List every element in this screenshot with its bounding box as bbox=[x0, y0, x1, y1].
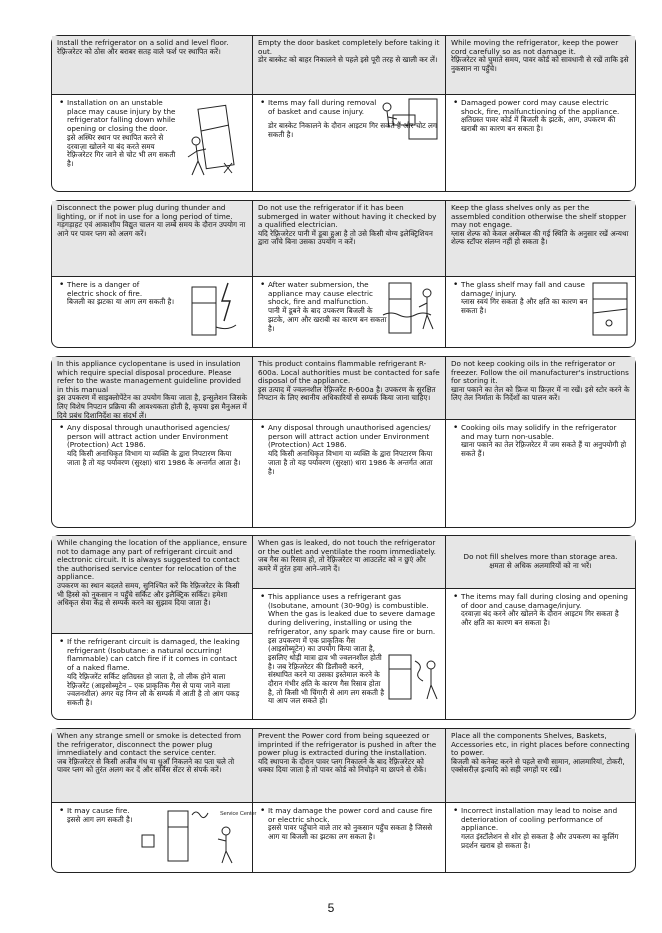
bullet-item bbox=[67, 424, 246, 468]
bullet-hi: इससे आग लग सकती है। bbox=[67, 814, 133, 824]
bullet-hi: यदि किसी अनाधिकृत विभाग या व्यक्ति के द्वारा निपटारण किया जाता है तो यह पर्यावरण (सुरक्षा) धारा 1986 के अन्तर्गत आता है। bbox=[268, 449, 433, 476]
warning-body bbox=[253, 589, 445, 719]
heading-en: Place all the components Shelves, Baskets, Accessories etc, in right places before connecting to power. bbox=[451, 731, 630, 758]
warning-body bbox=[52, 803, 257, 872]
warning-column bbox=[252, 357, 445, 527]
heading-en: Do not fill shelves more than storage area. bbox=[463, 552, 618, 562]
heading-hi: रेफ़्रिजरेटर को ठोस और बराबर सतह वाले फर्श पर स्थापित करें। bbox=[57, 46, 221, 56]
bullet-item bbox=[268, 424, 439, 476]
warning-column bbox=[52, 729, 257, 872]
warning-body bbox=[253, 803, 445, 872]
warning-column bbox=[445, 357, 635, 527]
bullet-en: • Damaged power cord may cause electric shock, fire, malfunctioning of the appliance. bbox=[461, 98, 620, 116]
heading-en: Do not keep cooking oils in the refrigerator or freezer. Follow the oil manufacturer's instructions for storing it. bbox=[451, 359, 629, 386]
bullet-hi: क्षतिग्रस्त पावर कोर्ड में बिजली के झटके, आग, उपकरण की खराबी का कारण बन सकता है। bbox=[461, 115, 616, 134]
warning-column bbox=[252, 201, 445, 347]
heading-hi: यदि रेफ़्रिजरेटर पानी में डूबा हुआ है तो उसे किसी योग्य इलेक्ट्रिशियन द्वारा जाँचे बिना उसका उपयोग न करें। bbox=[258, 228, 433, 247]
heading-hi: उपकरण का स्थान बदलते समय, सुनिश्चित करें कि रेफ़्रिजरेटर के किसी भी हिस्से को नुकसान न पहुँचे सर्किट और इलैक्ट्रिक सर्किट। हमेशा अधिकृत सेवा केंद्र से सम्पर्क करने का सुझाव दिया जाता है। bbox=[57, 580, 240, 608]
heading-hi: इस उपकरण में साइक्लोपेंटेन का उपयोग किया जाता है, इन्सुलेशन जिसके लिए विशेष निपटान प्रक्रिया की आवश्यकता होती है, कृपया इस मैनुअल में दिये प्रबंध दिशानिर्देश का संदर्भ लें। bbox=[57, 393, 247, 420]
bullet-hi: इस उपकरण में एक प्राकृतिक गैस (आइसोब्यूटेन) का उपयोग किया जाता है, इसलिए थोड़ी मात्रा द्राव भी ज्वलनशील होती है। जब रेफ़्रिजरेटर की डिलीवरी करने, संस्थापित करने या उसका इस्तेमाल करने के दौरान गंभीर क्षति के कारण गैस रिसाव होता है, तो किसी भी चिंगारी से आग लग सकती है या आप जल सकते हो। bbox=[268, 635, 385, 706]
warning-heading bbox=[253, 36, 445, 95]
service-center-label: Service Center bbox=[220, 811, 257, 817]
heading-hi: बिजली को कनेक्ट करने से पहले सभी सामान, आलमारियां, टोकरी, एक्सेसरीज़ इत्यादि को सही जगहों पर रखें। bbox=[451, 756, 625, 775]
warning-heading bbox=[52, 536, 252, 634]
lightning-fridge-illustration bbox=[184, 281, 244, 339]
bullet-en: • This appliance uses a refrigerant gas (Isobutane, amount (30-90g) is combustible. When the gas is leaked due to severe damage during delivering, installing or using the refrigerator, any spark may cause fire or burn. bbox=[268, 592, 436, 636]
gas-leak-illustration bbox=[385, 651, 441, 703]
warning-heading bbox=[52, 36, 252, 95]
heading-hi: गड़गड़ाहट एवं आकाशीय विद्युत चालन या लम्बे समय के दौरान उपयोग ना आने पर पावर प्लग को अलग करें। bbox=[57, 220, 246, 238]
bullet-hi: यदि रेफ़्रिजरेंट सर्किट क्षतिग्रस्त हो जाता है, तो लीक होने वाला रेफ़्रिजरेंट (आइसोब्यूटेन – एक प्राकृतिक गैस से पाया जाने वाला ज्वलनशील) अगर यह निग्न लौ के सम्पर्क में आती है तो आग पकड़ सकती है। bbox=[67, 671, 240, 707]
heading-en: Install the refrigerator on a solid and level floor. bbox=[57, 38, 229, 47]
warning-heading bbox=[446, 357, 635, 420]
submerged-fridge-illustration bbox=[383, 279, 441, 339]
warning-body bbox=[446, 803, 635, 872]
bullet-en: • Items may fall during removal of basket and cause injury. bbox=[268, 98, 377, 116]
falling-fridge-illustration bbox=[184, 101, 246, 181]
smoke-service-illustration bbox=[138, 805, 257, 867]
bullet-hi: गलत इंस्टॉलेशन से शोर हो सकता है और उपकरण का कूलिंग प्रदर्शन खराब हो सकता है। bbox=[461, 832, 619, 850]
bullet-hi: बिजली का झटका या आग लग सकती है। bbox=[67, 297, 175, 307]
warning-heading bbox=[253, 536, 445, 589]
heading-hi: डोर बास्केट को बाहर निकालने से पहले इसे पूरी तरह से खाली कर लें। bbox=[258, 55, 438, 65]
bullet-en: • Cooking oils may solidify in the refrigerator and may turn non-usable. bbox=[461, 423, 617, 441]
bullet-en: • Any disposal through unauthorised agencies/ person will attract action under Environment (Protection) Act 1986. bbox=[67, 423, 230, 450]
bullet-en: • There is a danger of electric shock of fire. bbox=[67, 280, 143, 298]
warning-body bbox=[446, 95, 635, 191]
bullet-item bbox=[67, 638, 246, 708]
warning-column bbox=[445, 729, 635, 872]
heading-en: When gas is leaked, do not touch the refrigerator or the outlet and ventilate the room immediately. bbox=[258, 538, 436, 556]
warning-column bbox=[445, 36, 635, 191]
heading-en: While changing the location of the appliance, ensure not to damage any part of refrigerant circuit and electronic circuit. It is always suggested to contact the authorised service center for relocation of the appliance. bbox=[57, 538, 247, 582]
bullet-item bbox=[461, 99, 629, 134]
warning-body bbox=[446, 277, 635, 347]
bullet-en: • Any disposal through unauthorised agencies/ person will attract action under Environment (Protection) Act 1986. bbox=[268, 423, 431, 450]
warning-column bbox=[445, 201, 635, 347]
bullet-hi: खाना पकाने का तेल रेफ़्रिजरेटर में जम सकते हैं या अनुपयोगी हो सकते हैं। bbox=[461, 440, 627, 459]
bullet-hi: यदि किसी अनाधिकृत विभाग या व्यक्ति के द्वारा निपटारण किया जाता है तो यह पर्यावरण (सुरक्षा) धारा 1986 के अन्तर्गत आता है। bbox=[67, 449, 241, 467]
glass-shelf-illustration bbox=[589, 279, 631, 339]
warning-heading bbox=[253, 201, 445, 277]
bullet-item bbox=[461, 593, 629, 628]
bullet-hi: डोर बास्केट निकालने के दौरान आइटम गिर सकते हैं और चोट लग सकती है। bbox=[268, 121, 437, 140]
warning-column bbox=[445, 536, 635, 719]
warning-column bbox=[52, 201, 252, 347]
warning-body bbox=[253, 277, 445, 347]
warning-column bbox=[252, 36, 445, 191]
warning-section-4 bbox=[51, 535, 636, 720]
heading-hi: खाना पकाने का तेल को फ्रिज या फ्रिज़र में ना रखें। इसे स्टोर करने के लिए तेल निर्माता के निर्देशों का पालन करें। bbox=[451, 384, 630, 403]
bullet-hi: ग्लास स्वयं गिर सकता है और क्षति का कारण बन सकता है। bbox=[461, 297, 588, 316]
warning-section-2 bbox=[51, 200, 636, 348]
door-basket-illustration bbox=[379, 97, 441, 141]
bullet-en: • It may cause fire. bbox=[67, 806, 130, 815]
heading-hi: यदि स्थापना के दौरान पावर प्लग निकालने के बाद रेफ़्रिजरेटर को धक्का दिया जाता है तो पावर कोर्ड को निचोड़ने या छापने से रोकें। bbox=[258, 756, 427, 775]
warning-column bbox=[52, 536, 252, 719]
warning-column bbox=[252, 729, 445, 872]
warning-body bbox=[446, 420, 635, 527]
warning-heading bbox=[253, 357, 445, 420]
bullet-hi: पानी में डूबने के बाद उपकरण बिजली के झटके, आग और खराबी का कारण बन सकता है। bbox=[268, 306, 387, 333]
heading-hi: जब रेफ़्रिजरेटर से किसी अजीब गंध या धुआँ निकलने का पता चले तो पावर प्लग को तुरंत अलग कर दें और सर्विस सेंटर से संपर्क करें। bbox=[57, 756, 235, 775]
heading-en: Keep the glass shelves only as per the assembled condition otherwise the shelf stopper may not engage. bbox=[451, 203, 627, 230]
page-number: 5 bbox=[327, 901, 335, 915]
heading-en: This product contains flammable refrigerant R-600a. Local authorities must be contacted for safe disposal of the appliance. bbox=[258, 359, 440, 386]
bullet-en: • If the refrigerant circuit is damaged, the leaking refrigerant (Isobutane: a natural occurring! flammable) can catch fire if it comes in contact of a naked flame. bbox=[67, 637, 240, 673]
heading-en: Do not use the refrigerator if it has been submerged in water without having it checked by a qualified electrician. bbox=[258, 203, 437, 230]
warning-heading bbox=[446, 36, 635, 95]
warning-section-5 bbox=[51, 728, 636, 873]
heading-hi: जब गैस का रिसाव हो, तो रेफ़्रिजरेटर या आउटलेट को न छुएं और कमरे में तुरंत हवा आने–जाने दें। bbox=[258, 555, 426, 573]
warning-body bbox=[253, 95, 445, 191]
bullet-item bbox=[461, 424, 629, 459]
bullet-hi: दरवाज़ा बंद करने और खोलने के दौरान आइटम गिर सकता है और क्षति का कारण बन सकता है। bbox=[461, 609, 619, 628]
bullet-en: • Installation on an unstable place may cause injury by the refrigerator falling down while opening or closing the door. bbox=[67, 98, 176, 134]
warning-heading bbox=[446, 536, 635, 589]
bullet-hi: इसे अस्थिर स्थान पर स्थापित करने से दरवाज़ा खोलने या बंद करते समय रेफ़्रिजरेटर गिर जाने से चोट भी लग सकती है। bbox=[67, 132, 176, 168]
warning-heading bbox=[52, 201, 252, 277]
bullet-en: • The glass shelf may fall and cause damage/ injury. bbox=[461, 280, 585, 298]
heading-hi: रेफ़्रिजरेटर को घुमाते समय, पावर कोर्ड को सावधानी से रखें ताकि इसे नुकसान ना पहुँचे। bbox=[451, 55, 629, 73]
warning-column bbox=[252, 536, 445, 719]
warning-column bbox=[52, 36, 252, 191]
warning-section-1 bbox=[51, 35, 636, 192]
warning-body bbox=[253, 420, 445, 527]
warning-body bbox=[52, 277, 252, 347]
warning-heading bbox=[253, 729, 445, 803]
heading-en: When any strange smell or smoke is detected from the refrigerator, disconnect the power plug immediately and contact the service center. bbox=[57, 731, 242, 758]
warning-body bbox=[446, 589, 635, 719]
bullet-en: • Incorrect installation may lead to noise and deterioration of cooling performance of appliance. bbox=[461, 806, 618, 833]
bullet-item bbox=[461, 807, 629, 851]
warning-body bbox=[52, 95, 252, 191]
warning-heading bbox=[52, 729, 252, 803]
warning-body bbox=[52, 420, 252, 527]
bullet-en: • The items may fall during closing and opening of door and cause damage/injury. bbox=[461, 592, 628, 610]
warning-section-3 bbox=[51, 356, 636, 528]
warning-heading bbox=[52, 357, 252, 420]
heading-hi: ग्लास शेल्फ को केवल असेंम्बल की गई स्थिति के अनुसार रखें अन्यथा शेल्फ स्टॉपर संलग्न नहीं हो सकता है। bbox=[451, 228, 629, 247]
warning-heading bbox=[446, 201, 635, 277]
bullet-hi: इससे पावर पहुँचाने वाले तार को नुकसान पहुँच सकता है जिससे आग या बिजली का झटका लग सकता है। bbox=[268, 823, 433, 842]
bullet-en: • After water submersion, the appliance may cause electric shock, fire and malfunction. bbox=[268, 280, 373, 307]
warning-body bbox=[52, 634, 252, 719]
heading-en: In this appliance cyclopentane is used in insulation which require special disposal procedure. Please refer to the waste management guideline provided in this manual bbox=[57, 359, 241, 394]
heading-en: While moving the refrigerator, keep the power cord carefully so as not damage it. bbox=[451, 38, 619, 56]
heading-en: Empty the door basket completely before taking it out. bbox=[258, 38, 440, 56]
bullet-en: • It may damage the power cord and cause fire or electric shock. bbox=[268, 806, 433, 824]
heading-hi: इस उत्पाद में ज्वलनशील रेफ़्रिजरेंट R-600a है। उपकरण के सुरक्षित निपटान के लिए स्थानीय अधिकारियों से सम्पर्क किया जाना चाहिए। bbox=[258, 384, 436, 403]
warning-column bbox=[52, 357, 252, 527]
heading-en: Disconnect the power plug during thunder and lighting, or if not in use for a long period of time. bbox=[57, 203, 233, 221]
warning-heading bbox=[446, 729, 635, 803]
heading-en: Prevent the Power cord from being squeezed or imprinted if the refrigerator is pushed in after the power plug is extracted during the installation. bbox=[258, 731, 437, 758]
heading-hi: क्षमता से अधिक अलमारियों को ना भरें। bbox=[489, 561, 592, 570]
bullet-item bbox=[268, 807, 439, 842]
